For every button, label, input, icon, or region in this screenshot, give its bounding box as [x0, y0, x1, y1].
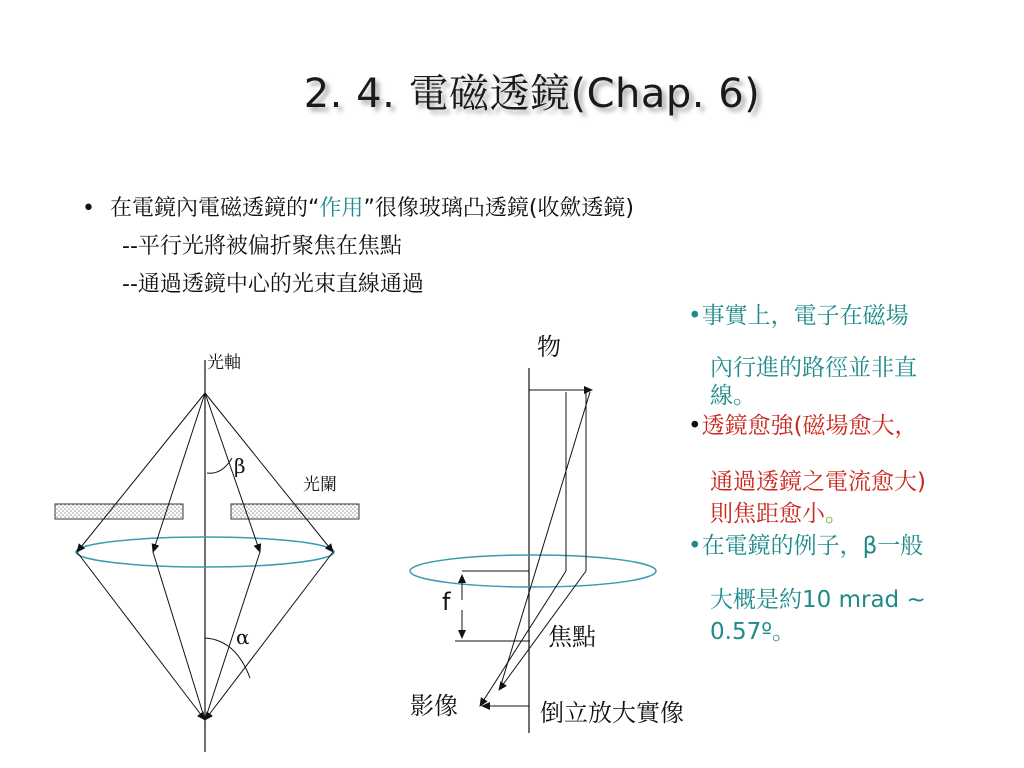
note2-line3 — [688, 498, 988, 530]
focal-length-label: f — [442, 588, 451, 616]
ray-inner-left — [153, 393, 205, 552]
quote-close: ” — [363, 196, 375, 221]
note3-line3: 0.57º。 — [710, 619, 796, 645]
alpha-label: α — [236, 625, 250, 649]
quote-open: “ — [308, 196, 320, 221]
image-label: 影像 — [410, 692, 458, 720]
middle-lens-diagram — [410, 368, 656, 733]
note2-line2: 通過透鏡之電流愈大) — [710, 469, 926, 495]
note3-line1: •在電鏡的例子，β一般 — [688, 533, 924, 559]
note3-line2: 大概是約10 mrad ~ — [710, 587, 926, 613]
notes-panel — [688, 300, 988, 648]
note2-text1: 透鏡愈強(磁場愈大， — [701, 413, 918, 439]
note2-line1 — [688, 410, 988, 442]
bullet-main-highlight: 作用 — [319, 196, 364, 221]
aperture-right — [231, 504, 359, 519]
page-title: 2. 4. 電磁透鏡(Chap. 6) — [303, 71, 761, 117]
aperture-left — [55, 504, 183, 519]
bullet-marker: • — [82, 196, 95, 221]
beta-label: β — [234, 454, 246, 478]
ray-lower-outer-left — [77, 552, 205, 720]
aperture-label: 光闌 — [303, 475, 337, 495]
object-label: 物 — [537, 333, 561, 361]
note1-line3: 線。 — [710, 383, 756, 409]
inverted-image-label: 倒立放大實像 — [540, 699, 684, 727]
lens-ellipse-middle — [410, 555, 656, 587]
bullet-sub-2: --通過透鏡中心的光束直線通過 — [122, 272, 424, 297]
note2-bullet: • — [688, 413, 702, 439]
ray-lower-inner-right — [205, 552, 260, 720]
note1-line2: 內行進的路徑並非直 — [710, 355, 917, 381]
focal-point-label: 焦點 — [548, 623, 596, 651]
ray-lower-inner-left — [153, 552, 205, 720]
left-lens-diagram — [55, 360, 359, 752]
optical-axis-label: 光軸 — [207, 353, 241, 373]
bullet-main-before: 在電鏡內電磁透鏡的 — [110, 196, 309, 221]
note1-line1: •事實上，電子在磁場 — [688, 303, 909, 329]
ray-lower-outer-right — [205, 552, 333, 720]
note2-text3: 則焦距愈小 — [710, 501, 825, 527]
note2-period: 。 — [825, 501, 848, 527]
ray-outer-left — [77, 393, 205, 552]
bullet-main-after: 很像玻璃凸透鏡(收歛透鏡) — [374, 196, 635, 221]
bullet-sub-1: --平行光將被偏折聚焦在焦點 — [122, 234, 402, 259]
